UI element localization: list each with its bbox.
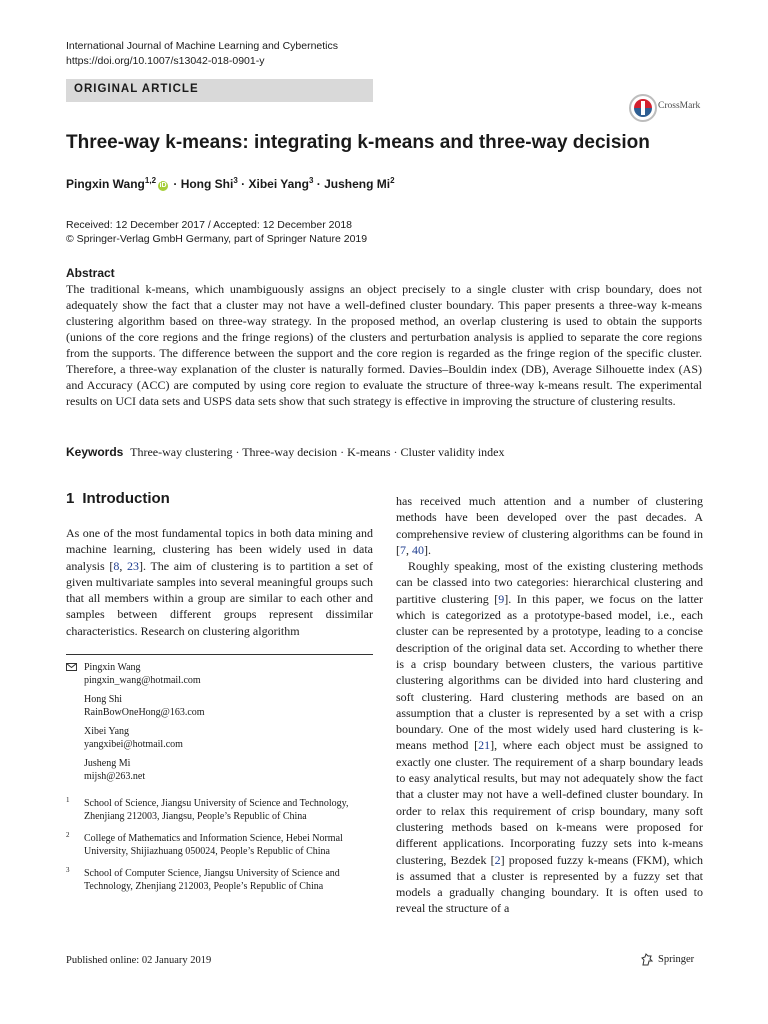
published-date: Published online: 02 January 2019 xyxy=(66,955,212,966)
contact-email[interactable]: RainBowOneHong@163.com xyxy=(84,707,205,718)
author-name[interactable]: Pingxin Wang xyxy=(66,177,145,191)
keywords-list: Three-way clustering · Three-way decision · K-means · Cluster validity index xyxy=(130,445,505,459)
affiliation-text: School of Computer Science, Jiangsu University of Science and Technology, Zhenjiang 212003, People’s Republic of China xyxy=(84,868,340,892)
publisher-name: Springer xyxy=(658,954,695,965)
author-separator: · xyxy=(237,177,249,191)
contact-email[interactable]: mijsh@263.net xyxy=(84,771,146,782)
citation-link[interactable]: 7 xyxy=(400,542,406,557)
paragraph-text: ]. The aim of clustering is to partition a set of given multivariate samples into several meaningful groups such that all members within a group are similar to each other and samples between different groups represent dissimilar characteristics. Research on clustering algorithm xyxy=(66,558,374,638)
publisher-logo[interactable] xyxy=(640,951,704,969)
author-affiliation-marker: 3 xyxy=(308,176,314,185)
paragraph-text: has received much attention and a number of clustering methods have been developed over the past decades. A comprehensive review of clustering algorithms can be found in [ xyxy=(396,494,703,557)
affiliation-number: 1 xyxy=(66,796,70,804)
paragraph-text: ], where each object must be assigned to exactly one cluster. The requirement of a sharp boundary leads to easy analytical results, but may not adequately show the fact that a cluster may not have a well-defined cluster boundary. In order to relax this requirement of crisp boundary, many soft clustering methods based on k-means were proposed for different applications. Incorporating fuzzy sets into k-means clustering, Bezdek [ xyxy=(396,738,703,867)
citation-link[interactable]: 21 xyxy=(478,738,491,753)
orcid-icon[interactable]: iD xyxy=(159,182,167,189)
received-dates: Received: 12 December 2017 / Accepted: 12 December 2018 xyxy=(66,219,353,231)
contact-name: Pingxin Wang xyxy=(84,662,141,673)
author-separator: · xyxy=(313,177,325,191)
citation-link[interactable]: 9 xyxy=(498,591,505,606)
affiliation-number: 2 xyxy=(66,831,70,839)
author-affiliation-marker: 1,2 xyxy=(144,176,157,185)
affiliation-number: 3 xyxy=(66,866,70,874)
crossmark-icon xyxy=(628,93,658,123)
contact-email[interactable]: pingxin_wang@hotmail.com xyxy=(84,675,201,686)
affiliation-text: College of Mathematics and Information Science, Hebei Normal University, Shijiazhuang 050024, People’s Republic of China xyxy=(84,833,343,857)
article-type-label: ORIGINAL ARTICLE xyxy=(74,83,199,95)
body-paragraph xyxy=(396,558,703,917)
copyright-notice: © Springer-Verlag GmbH Germany, part of Springer Nature 2019 xyxy=(66,233,368,245)
journal-name: International Journal of Machine Learning and Cybernetics xyxy=(66,40,339,52)
author-separator: · xyxy=(170,177,181,191)
affiliation-text: School of Science, Jiangsu University of Science and Technology, Zhenjiang 212003, Jiangsu, People’s Republic of China xyxy=(84,798,349,822)
affiliation xyxy=(66,867,373,893)
coauthor-contact xyxy=(66,757,373,783)
footnote-divider xyxy=(66,654,373,655)
paragraph-text: ]. In this paper, we focus on the latter which is categorized as a prototype-based model, i.e., each cluster can be represented by a prototype, leading to a concise description of the original data set. According to whether there is a crisp boundary between clusters, the various partitive clustering algorithms can be divided into hard clustering and soft clustering. Hard clustering methods are based on an assumption that a cluster is represented by a set with a crisp boundary. One of the most widely used hard clustering is k-means method [ xyxy=(396,591,703,753)
paper-title: Three-way k-means: integrating k-means and three-way decision xyxy=(66,132,650,153)
author-name[interactable]: Hong Shi xyxy=(180,177,234,191)
springer-horse-icon xyxy=(640,953,654,967)
paragraph-text: , xyxy=(119,558,127,573)
crossmark-badge[interactable] xyxy=(628,93,708,123)
citation-link[interactable]: 8 xyxy=(113,558,120,573)
citation-link[interactable]: 40 xyxy=(412,542,424,557)
contact-name: Jusheng Mi xyxy=(84,758,131,769)
crossmark-label: CrossMark xyxy=(658,101,701,111)
paragraph-text: As one of the most fundamental topics in both data mining and machine learning, clustering has been widely used in data analysis [ xyxy=(66,526,373,573)
author-name[interactable]: Xibei Yang xyxy=(248,177,309,191)
author-name[interactable]: Jusheng Mi xyxy=(324,177,391,191)
footnotes xyxy=(66,661,373,893)
contact-email[interactable]: yangxibei@hotmail.com xyxy=(84,739,183,750)
body-paragraph xyxy=(66,525,373,639)
coauthor-contact xyxy=(66,693,373,719)
corresponding-author xyxy=(66,661,373,687)
affiliation xyxy=(66,832,373,858)
doi-link[interactable]: https://doi.org/10.1007/s13042-018-0901-y xyxy=(66,55,265,67)
body-column-left xyxy=(66,525,373,639)
article-type-bar xyxy=(66,79,373,102)
paragraph-text: ] proposed fuzzy k-means (FKM), which is assumed that a cluster is represented by a fuzzy set that models a gradually changing boundary. It is often used to reveal the structure of a xyxy=(396,852,703,916)
keywords-label: Keywords xyxy=(66,445,124,459)
envelope-icon xyxy=(66,663,77,671)
citation-link[interactable]: 23 xyxy=(127,558,139,573)
abstract-heading: Abstract xyxy=(66,266,115,280)
section-title: Introduction xyxy=(82,490,170,507)
author-affiliation-marker: 2 xyxy=(390,176,395,185)
abstract-text: The traditional k-means, which unambiguously assigns an object precisely to a single cluster with crisp boundary, does not adequately show the fact that a cluster may not have a well-defined cluster boundary. This paper presents a three-way k-means clustering algorithm based on three-way strategy. In the proposed method, an overlap clustering is used to obtain the supports (unions of the core regions and the fringe regions) of the clusters and perturbation analysis is applied to separate the core regions from the supports. The difference between the support and the core region is regarded as the fringe region of the specific cluster. Therefore, a three-way explanation of the cluster is naturally formed. Davies–Bouldin index (DB), Average Silhouette index (AS) and Accuracy (ACC) are computed by using core region to evaluate the structure of three-way k-means result. The experimental results on UCI data sets and USPS data sets show that such strategy is effective in improving the structure of clustering results. xyxy=(66,282,702,408)
contact-name: Xibei Yang xyxy=(84,726,130,737)
body-column-right xyxy=(396,493,703,917)
paragraph-text: Roughly speaking, most of the existing clustering methods can be classed into two categories: hierarchical clustering and partitive clustering [ xyxy=(396,559,703,606)
contact-name: Hong Shi xyxy=(84,694,123,705)
keywords xyxy=(66,444,706,460)
affiliation xyxy=(66,797,373,823)
author-affiliation-marker: 3 xyxy=(233,176,238,185)
coauthor-contact xyxy=(66,725,373,751)
paragraph-text: ]. xyxy=(424,542,431,557)
section-number: 1 xyxy=(66,490,75,507)
citation-link[interactable]: 2 xyxy=(494,852,501,867)
body-paragraph xyxy=(396,493,703,558)
paragraph-text: , xyxy=(406,542,412,557)
section-heading xyxy=(66,490,170,507)
author-list xyxy=(66,176,395,191)
